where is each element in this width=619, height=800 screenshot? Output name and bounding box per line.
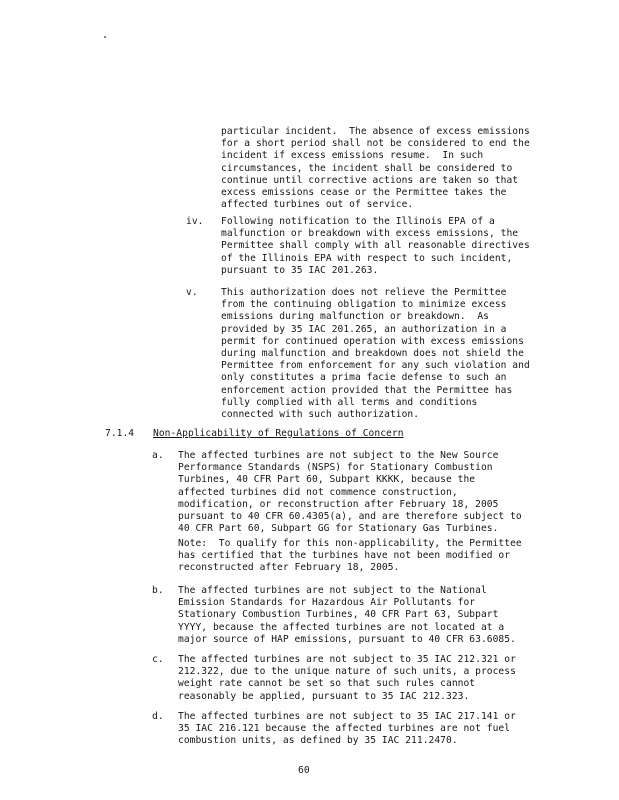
text-line: modification, or reconstruction after February 18, 2005 [178, 498, 499, 510]
page-number: 60 [298, 765, 310, 776]
text-line: The affected turbines are not subject to the National [178, 585, 487, 596]
text-line: affected turbines did not commence construction, [178, 486, 458, 498]
text-line: only constitutes a prima facie defense to such an [221, 372, 507, 384]
text-line: emissions during malfunction or breakdown. As [221, 311, 489, 323]
text-line: connected with such authorization. [221, 409, 420, 421]
subsection-a-note [178, 538, 583, 575]
continuation-paragraph [221, 126, 581, 211]
text-line: weight rate cannot be set so that such rules cannot [178, 678, 476, 690]
subsection-letter: a. [152, 450, 164, 461]
text-line: The affected turbines are not subject to the New Source [178, 450, 499, 461]
text-line: 35 IAC 216.121 because the affected turbines are not fuel [178, 723, 511, 735]
text-line: for a short period shall not be considered to end the [221, 138, 530, 150]
text-line: particular incident. The absence of excess emissions [221, 126, 530, 137]
text-line: Emission Standards for Hazardous Air Pollutants for [178, 597, 476, 609]
section-title: Non-Applicability of Regulations of Concern [153, 428, 404, 439]
text-line: 212.322, due to the unique nature of such units, a process [178, 666, 516, 678]
text-line: malfunction or breakdown with excess emissions, the [221, 228, 519, 240]
text-line: Stationary Combustion Turbines, 40 CFR Part 63, Subpart [178, 609, 499, 621]
item-numeral: iv. [186, 216, 204, 227]
text-line: has certified that the turbines have not been modified or [178, 550, 511, 562]
subsection-letter: d. [152, 711, 164, 722]
text-line: combustion units, as defined by 35 IAC 211.2470. [178, 735, 458, 747]
text-line: from the continuing obligation to minimize excess [221, 299, 507, 311]
subsection-letter: c. [152, 654, 164, 665]
text-line: enforcement action provided that the Permittee has [221, 384, 513, 396]
text-line: continue until corrective actions are taken so that [221, 174, 519, 186]
text-line: during malfunction and breakdown does not shield the [221, 348, 524, 360]
text-line: fully complied with all terms and conditions [221, 396, 478, 408]
section-number: 7.1.4 [105, 428, 135, 439]
text-line: The affected turbines are not subject to 35 IAC 212.321 or [178, 654, 516, 665]
text-line: circumstances, the incident shall be considered to [221, 162, 513, 174]
text-line: incident if excess emissions resume. In such [221, 150, 484, 162]
text-line: permit for continued operation with excess emissions [221, 335, 524, 347]
subsection-c-paragraph [178, 654, 583, 703]
text-line: Note: To qualify for this non-applicability, the Permittee [178, 538, 522, 549]
item-iv-paragraph [221, 216, 581, 277]
scan-speck [104, 36, 106, 38]
text-line: The affected turbines are not subject to 35 IAC 217.141 or [178, 711, 516, 722]
text-line: YYYY, because the affected turbines are not located at a [178, 621, 505, 633]
item-numeral: v. [186, 287, 198, 298]
text-line: Permittee from enforcement for any such violation and [221, 360, 530, 372]
text-line: provided by 35 IAC 201.265, an authorization in a [221, 323, 507, 335]
text-line: This authorization does not relieve the Permittee [221, 287, 507, 298]
subsection-d-paragraph [178, 711, 583, 748]
item-v-paragraph [221, 287, 581, 421]
text-line: Following notification to the Illinois EPA of a [221, 216, 495, 227]
text-line: reconstructed after February 18, 2005. [178, 562, 400, 574]
text-line: Performance Standards (NSPS) for Stationary Combustion [178, 462, 493, 474]
text-line: major source of HAP emissions, pursuant to 40 CFR 63.6085. [178, 633, 516, 645]
text-line: Turbines, 40 CFR Part 60, Subpart KKKK, because the [178, 474, 476, 486]
subsection-letter: b. [152, 585, 164, 596]
text-line: pursuant to 40 CFR 60.4305(a), and are therefore subject to [178, 511, 522, 523]
text-line: reasonably be applied, pursuant to 35 IAC 212.323. [178, 690, 470, 702]
subsection-a-paragraph [178, 450, 583, 535]
text-line: Permittee shall comply with all reasonable directives [221, 240, 530, 252]
text-line: 40 CFR Part 60, Subpart GG for Stationary Gas Turbines. [178, 523, 499, 535]
text-line: affected turbines out of service. [221, 199, 414, 211]
text-line: of the Illinois EPA with respect to such incident, [221, 252, 513, 264]
text-line: pursuant to 35 IAC 201.263. [221, 264, 379, 276]
text-line: excess emissions cease or the Permittee takes the [221, 187, 507, 199]
subsection-b-paragraph [178, 585, 583, 646]
